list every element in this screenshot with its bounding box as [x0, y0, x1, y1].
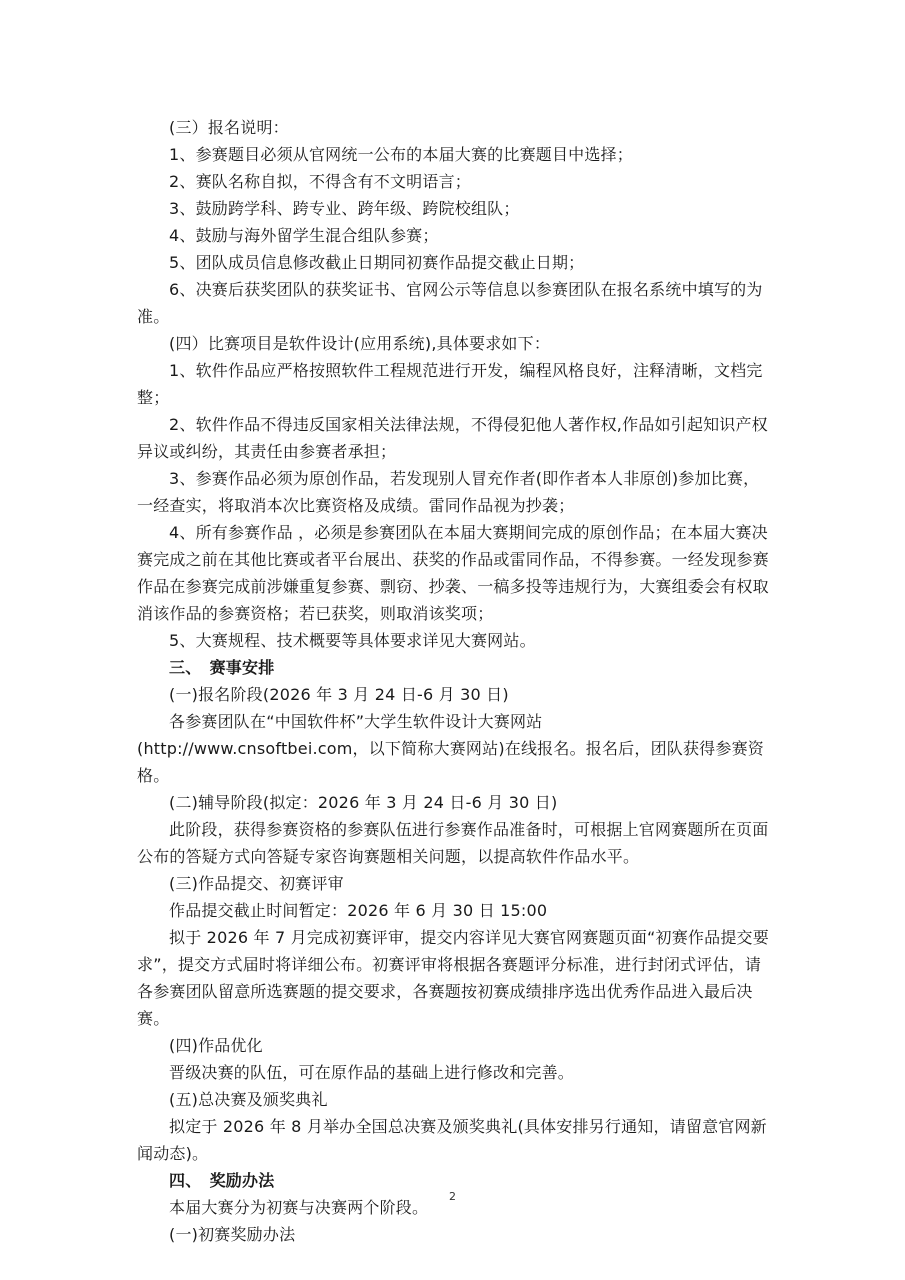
body-paragraph: 晋级决赛的队伍，可在原作品的基础上进行修改和完善。: [169, 1063, 575, 1082]
list-item: 2、赛队名称自拟，不得含有不文明语言；: [169, 172, 471, 191]
body-paragraph: 拟定于 2026 年 8 月举办全国总决赛及颁奖典礼(具体安排另行通知，请留意官网新闻动态)。: [137, 1117, 767, 1163]
subsection-heading: (五)总决赛及颁奖典礼: [169, 1090, 328, 1109]
chapter-heading-schedule: 三、 赛事安排: [169, 658, 275, 677]
body-paragraph: 作品提交截止时间暂定：2026 年 6 月 30 日 15:00: [169, 901, 548, 920]
page-number: 2: [449, 1190, 456, 1203]
document-body: [137, 114, 773, 1248]
list-item: 5、大赛规程、技术概要等具体要求详见大赛网站。: [169, 631, 536, 650]
body-paragraph: 各参赛团队在“中国软件杯”大学生软件设计大赛网站(http://www.cnsoftbei.com，以下简称大赛网站)在线报名。报名后，团队获得参赛资格。: [137, 712, 764, 785]
chapter-heading-awards: 四、 奖励办法: [169, 1171, 275, 1190]
list-item: 3、参赛作品必须为原创作品，若发现别人冒充作者(即作者本人非原创)参加比赛，一经查实，将取消本次比赛资格及成绩。雷同作品视为抄袭；: [137, 469, 760, 515]
list-item: 2、软件作品不得违反国家相关法律法规，不得侵犯他人著作权,作品如引起知识产权异议或纠纷，其责任由参赛者承担；: [137, 415, 768, 461]
list-item: 1、参赛题目必须从官网统一公布的本届大赛的比赛题目中选择；: [169, 145, 633, 164]
subsection-heading: (四)作品优化: [169, 1036, 263, 1055]
subsection-heading: (二)辅导阶段(拟定：2026 年 3 月 24 日-6 月 30 日): [169, 793, 558, 812]
list-item: 1、软件作品应严格按照软件工程规范进行开发，编程风格良好，注释清晰，文档完整；: [137, 361, 763, 407]
section-heading-registration: (三）报名说明：: [169, 118, 289, 137]
section-heading-project: (四）比赛项目是软件设计(应用系统),具体要求如下：: [169, 334, 551, 353]
list-item: 3、鼓励跨学科、跨专业、跨年级、跨院校组队；: [169, 199, 520, 218]
subsection-heading: (三)作品提交、初赛评审: [169, 874, 344, 893]
body-paragraph: 本届大赛分为初赛与决赛两个阶段。: [169, 1198, 429, 1217]
list-item: 4、所有参赛作品 ，必须是参赛团队在本届大赛期间完成的原创作品；在本届大赛决赛完成之前在其他比赛或者平台展出、获奖的作品或雷同作品，不得参赛。一经发现参赛作品在参赛完成前涉嫌重复参赛、剽窃、抄袭、一稿多投等违规行为，大赛组委会有权取消该作品的参赛资格；若已获奖，则取消该奖项；: [137, 523, 769, 623]
body-paragraph: 此阶段，获得参赛资格的参赛队伍进行参赛作品准备时，可根据上官网赛题所在页面公布的答疑方式向答疑专家咨询赛题相关问题，以提高软件作品水平。: [137, 820, 769, 866]
list-item: 4、鼓励与海外留学生混合组队参赛；: [169, 226, 439, 245]
subsection-heading: (一)报名阶段(2026 年 3 月 24 日-6 月 30 日): [169, 685, 509, 704]
body-paragraph: 拟于 2026 年 7 月完成初赛评审，提交内容详见大赛官网赛题页面“初赛作品提交要求”，提交方式届时将详细公布。初赛评审将根据各赛题评分标准，进行封闭式评估，请各参赛团队留意所选赛题的提交要求，各赛题按初赛成绩排序选出优秀作品进入最后决赛。: [137, 928, 769, 1028]
list-item: 5、团队成员信息修改截止日期同初赛作品提交截止日期；: [169, 253, 585, 272]
list-item: 6、决赛后获奖团队的获奖证书、官网公示等信息以参赛团队在报名系统中填写的为准。: [137, 280, 763, 326]
subsection-heading: (一)初赛奖励办法: [169, 1225, 296, 1244]
